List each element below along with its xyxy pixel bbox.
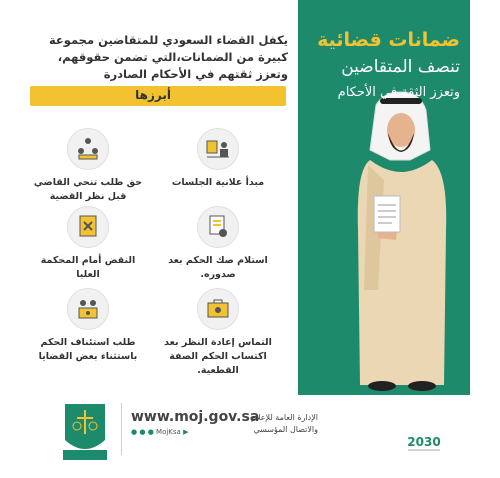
feature-text: مبدأ علانية الجلسات	[171, 177, 265, 188]
ministry-logo	[55, 400, 115, 464]
youtube-icon[interactable]: ▶	[183, 428, 189, 436]
intro-text: يكفل القضاء السعودي للمتقاضين مجموعة كبيرة من الضمانات،التي تضمن حقوقهم، وتعزز ثقتهم في الأحكام الصادرة	[48, 33, 288, 81]
feature-item	[28, 288, 148, 364]
feature-text: التماس إعادة النظر بعد اكتساب الحكم الصفة القطعية.	[164, 337, 272, 376]
court-hall-icon	[197, 128, 239, 170]
feature-item	[158, 288, 278, 378]
document-receive-icon	[197, 206, 239, 248]
website-link[interactable]: www.moj.gov.sa	[131, 409, 260, 425]
department-name: الإدارة العامة للإعلام والاتصال المؤسسي	[251, 413, 318, 434]
divider	[121, 403, 122, 455]
headline-title: ضمانات قضائية	[317, 29, 460, 51]
headline-subtitle: تنصف المتقاضين	[341, 57, 460, 77]
snapchat-icon[interactable]: ●	[147, 428, 154, 436]
section-label-bar	[30, 86, 286, 106]
feature-text: طلب استئناف الحكم باستثناء بعض القضايا	[38, 337, 138, 362]
headline-tagline: وتعزز الثقة في الأحكام	[337, 85, 460, 100]
cancel-document-icon	[67, 206, 109, 248]
appeal-icon	[67, 288, 109, 330]
social-icons	[131, 428, 188, 436]
svg-text:2030: 2030	[407, 435, 441, 449]
vision-2030-logo	[402, 428, 446, 458]
twitter-icon[interactable]: ●	[131, 428, 138, 436]
meeting-icon	[67, 128, 109, 170]
feature-item	[28, 128, 148, 204]
headline	[310, 28, 460, 104]
instagram-icon[interactable]: ●	[139, 428, 146, 436]
section-label: أبرزها	[135, 88, 171, 102]
feature-text: النقض أمام المحكمة العليا	[40, 255, 136, 280]
feature-text: حق طلب تنحي القاضي قبل نظر القضية	[33, 177, 143, 202]
feature-text: استلام صك الحكم بعد صدوره.	[168, 255, 268, 280]
social-handle: MojKsa	[156, 428, 181, 436]
feature-item	[28, 206, 148, 282]
feature-item	[158, 206, 278, 282]
reconsider-icon	[197, 288, 239, 330]
feature-item	[158, 128, 278, 190]
